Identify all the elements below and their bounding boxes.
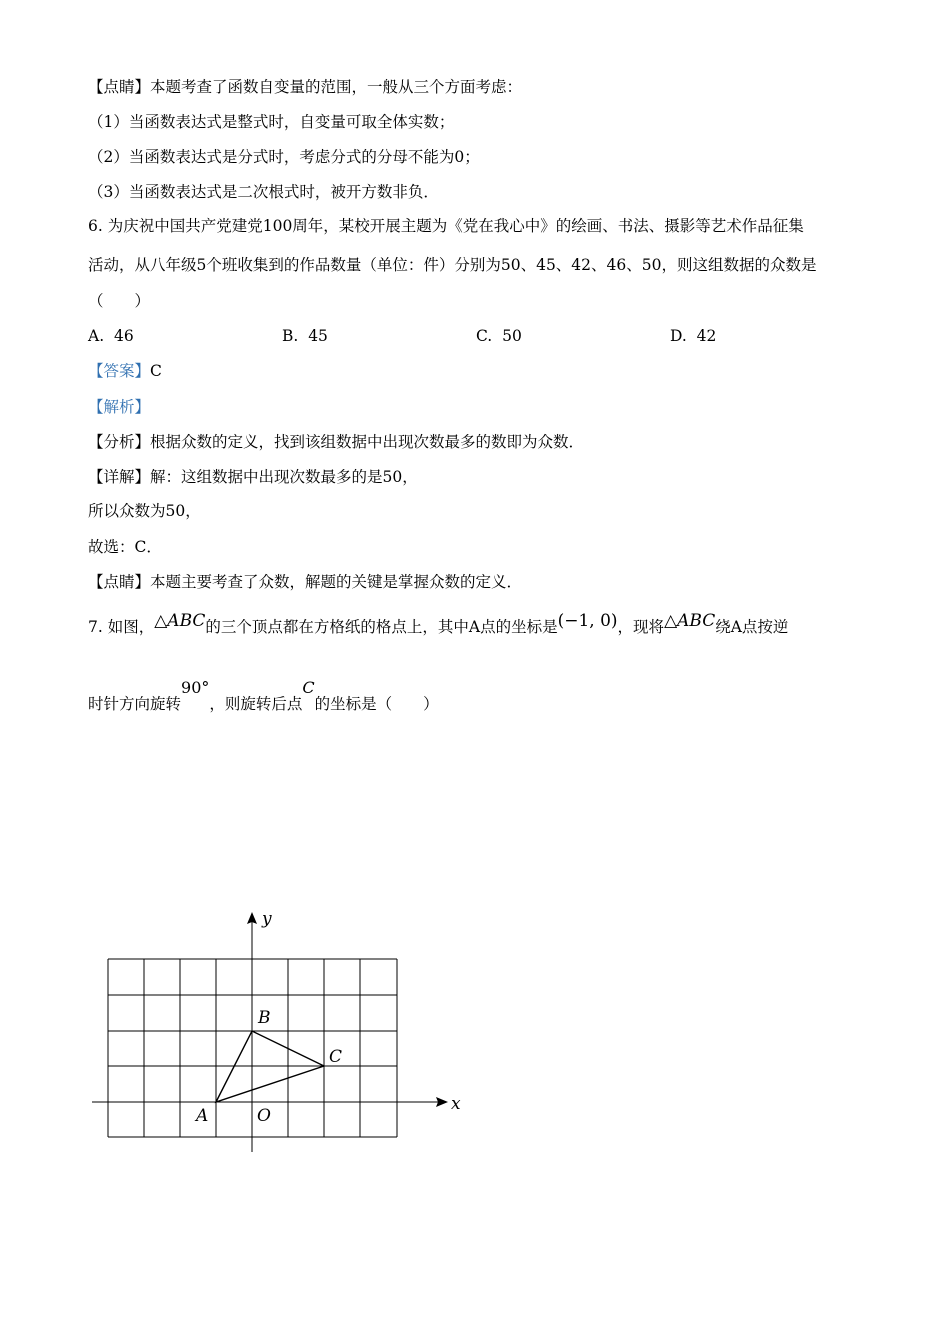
option-label: D. [670, 327, 687, 345]
option-value: 42 [696, 327, 717, 345]
dianjing-text: 本题主要考查了众数，解题的关键是掌握众数的定义． [150, 573, 523, 591]
fenxi-text: 根据众数的定义，找到该组数据中出现次数最多的数即为众数． [150, 433, 585, 451]
q7-part3: ，现将 [617, 618, 665, 636]
q6-so-line: 所以众数为50， [88, 502, 201, 520]
q7-part7: 的坐标是（ ） [314, 695, 439, 713]
option-value: 50 [502, 327, 522, 345]
fenxi-tag: 【分析】 [88, 433, 151, 451]
prev-dianjing-text: 本题考查了函数自变量的范围，一般从三个方面考虑： [150, 78, 523, 96]
answer-value: C [150, 362, 162, 380]
option-value: 46 [113, 327, 134, 345]
xiangjie-text: 解：这组数据中出现次数最多的是50， [150, 468, 418, 486]
q6-jiexi-tag: 【解析】 [88, 398, 151, 416]
q7-triangle-abc-2: △ABC [664, 611, 716, 631]
dianjing-tag: 【点睛】 [88, 573, 151, 591]
x-axis-label: x [451, 1094, 461, 1114]
xiangjie-tag: 【详解】 [88, 468, 151, 486]
q7-point-c: C [302, 678, 315, 697]
option-value: 45 [308, 327, 328, 345]
prev-point-3: （3）当函数表达式是二次根式时，被开方数非负． [88, 183, 439, 201]
option-label: C. [476, 327, 493, 345]
origin-label: O [257, 1106, 271, 1126]
vertex-b-label: B [258, 1008, 271, 1028]
option-label: B. [282, 327, 299, 345]
q6-stem-line3: （ ） [88, 292, 151, 310]
q6-stem-line2: 活动，从八年级5个班收集到的作品数量（单位：件）分别为50、45、42、46、50，则这组数据的众数是 [88, 256, 817, 274]
q7-angle: 90° [181, 678, 210, 697]
q7-part5: 时针方向旋转 [88, 695, 182, 713]
prev-point-2: （2）当函数表达式是分式时，考虑分式的分母不能为0； [88, 148, 480, 166]
q6-choose-line: 故选：C． [88, 538, 162, 556]
q7-triangle-abc: △ABC [154, 611, 206, 631]
vertex-a-label: A [196, 1106, 209, 1126]
answer-tag: 【答案】 [88, 362, 151, 380]
q7-coordinate: (−1, 0) [557, 611, 618, 631]
q7-part6: ，则旋转后点 [209, 695, 303, 713]
q7-part1: 7. 如图， [88, 618, 155, 636]
vertex-c-label: C [329, 1047, 343, 1067]
option-label: A. [88, 327, 105, 345]
q7-part4: 绕A点按逆 [715, 618, 789, 636]
prev-point-1: （1）当函数表达式是整式时，自变量可取全体实数； [88, 113, 455, 131]
q7-part2: 的三个顶点都在方格纸的格点上，其中A点的坐标是 [205, 618, 558, 636]
q6-stem-line1: 6. 为庆祝中国共产党建党100周年，某校开展主题为《党在我心中》的绘画、书法、摄影等艺术作品征集 [88, 217, 804, 235]
prev-dianjing-tag: 【点睛】 [88, 78, 151, 96]
y-axis-label: y [262, 909, 272, 929]
